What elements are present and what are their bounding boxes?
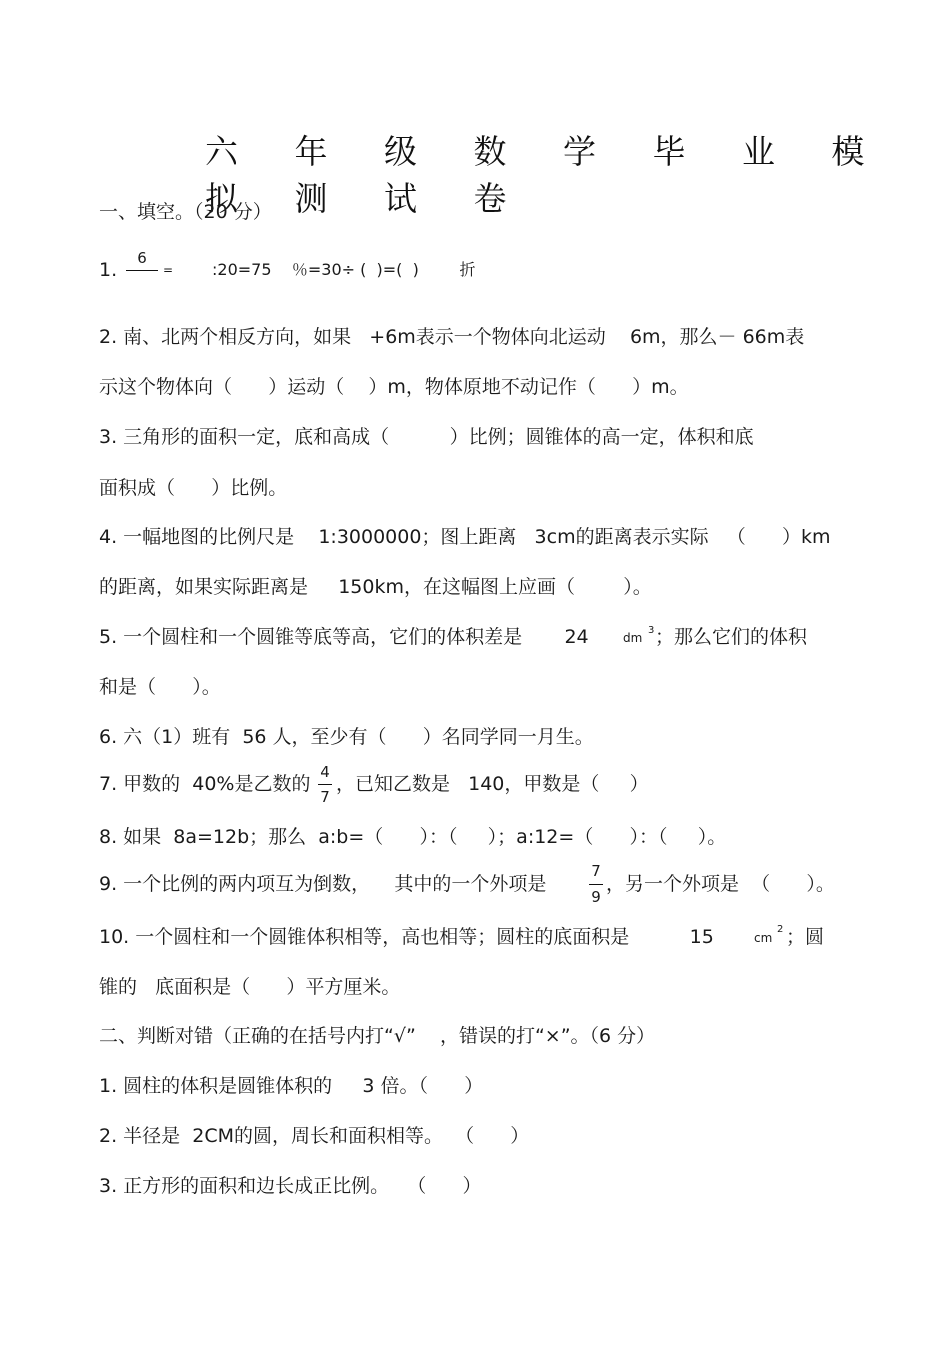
q5-line-2: 和是（ ）。 <box>99 676 221 698</box>
q9-fraction-denominator: 9 <box>591 888 601 906</box>
q10-unit: cm <box>754 931 773 945</box>
q5-line-1b: ；那么它们的体积 <box>655 626 808 648</box>
q9-fraction-numerator: 7 <box>591 862 601 880</box>
q1-fraction-numerator: 6 <box>137 249 147 267</box>
q10-line-1a: 10. 一个圆柱和一个圆锥体积相等，高也相等；圆柱的底面积是 15 <box>99 926 714 948</box>
judge-item-2: 2. 半径是 2CM的圆，周长和面积相等。 （ ） <box>99 1125 530 1147</box>
q9-fraction-bar <box>589 884 603 885</box>
section-heading-fill-blank: 一、填空。（20 分） <box>99 201 272 223</box>
q7-text-b: ，已知乙数是 140，甲数是（ ） <box>336 773 649 795</box>
q10-line-2: 锥的 底面积是（ ）平方厘米。 <box>99 976 401 998</box>
q2-line-2: 示这个物体向（ ）运动（ ）m，物体原地不动记作（ ）m。 <box>99 376 689 398</box>
q7-text-a: 7. 甲数的 40%是乙数的 <box>99 773 311 795</box>
judge-item-3: 3. 正方形的面积和边长成正比例。 （ ） <box>99 1175 482 1197</box>
q5-unit-superscript: 3 <box>648 625 655 636</box>
q7-fraction-bar <box>318 784 332 785</box>
q5-unit: dm <box>623 631 643 645</box>
q4-line-2: 的距离，如果实际距离是 150km，在这幅图上应画（ ）。 <box>99 576 652 598</box>
q1-number: 1. <box>99 259 118 281</box>
q7-fraction-denominator: 7 <box>320 788 330 806</box>
page-title: 六 年 级 数 学 毕 业 模 拟 测 试 卷 <box>205 132 888 218</box>
q10-unit-superscript: 2 <box>777 924 784 935</box>
q1-text: :20=75 ％=30÷ ( )=( ) 折 <box>212 260 476 279</box>
q9-text-a: 9. 一个比例的两内项互为倒数， 其中的一个外项是 <box>99 873 547 895</box>
q8-text: 8. 如果 8a=12b；那么 a:b=（ ）：（ ）；a:12=（ ）：（ ）。 <box>99 826 727 848</box>
q3-line-2: 面积成（ ）比例。 <box>99 477 288 499</box>
q4-line-1: 4. 一幅地图的比例尺是 1:3000000；图上距离 3cm的距离表示实际 （ ）km <box>99 526 831 548</box>
q9-text-b: ，另一个外项是 （ ）。 <box>606 873 835 895</box>
q7-fraction-numerator: 4 <box>320 763 330 781</box>
q1-equals: = <box>163 263 174 277</box>
q3-line-1: 3. 三角形的面积一定，底和高成（ ）比例；圆锥体的高一定，体积和底 <box>99 426 754 448</box>
q2-line-1: 2. 南、北两个相反方向，如果 +6m表示一个物体向北运动 6m，那么－ 66m表 <box>99 326 805 348</box>
q5-line-1a: 5. 一个圆柱和一个圆锥等底等高，它们的体积差是 24 <box>99 626 589 648</box>
q6-text: 6. 六（1）班有 56 人，至少有（ ）名同学同一月生。 <box>99 726 594 748</box>
judge-item-1: 1. 圆柱的体积是圆锥体积的 3 倍。（ ） <box>99 1075 484 1097</box>
q10-line-1b: ；圆 <box>786 926 825 948</box>
section-heading-true-false: 二、判断对错（正确的在括号内打“√” ，错误的打“×”。（6 分） <box>99 1025 656 1047</box>
q1-fraction-bar <box>126 270 158 271</box>
